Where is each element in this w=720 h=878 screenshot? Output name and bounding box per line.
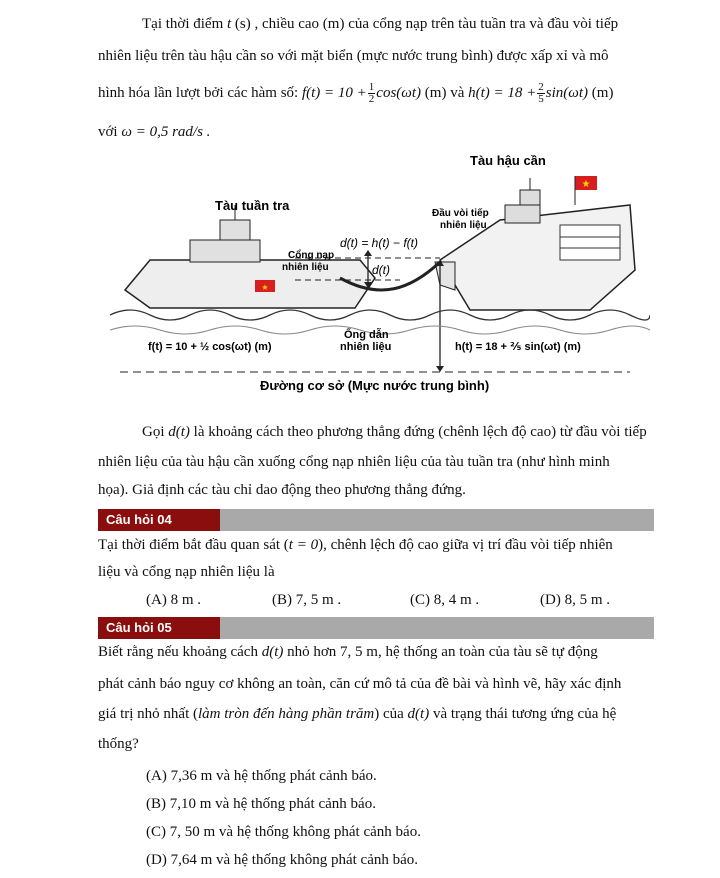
refueling-illustration bbox=[110, 150, 650, 400]
f-fraction bbox=[368, 82, 376, 105]
text: và trạng thái tương ứng của hệ bbox=[432, 706, 617, 722]
question-05-header bbox=[98, 617, 654, 639]
text: Tại thời điểm bbox=[142, 16, 224, 32]
question-05-label: Câu hỏi 05 bbox=[98, 617, 220, 639]
text: nhỏ hơn 7, 5 m, hệ thống an toàn của tàu sẽ tự động bbox=[287, 644, 598, 660]
intro-line-3 bbox=[98, 82, 658, 105]
label-nozzle-2: nhiên liệu bbox=[440, 220, 487, 231]
math-d: d(t) bbox=[407, 706, 430, 722]
para2-line-1 bbox=[98, 422, 658, 442]
svg-text:★: ★ bbox=[261, 283, 269, 292]
f-numerator: 1 bbox=[368, 81, 375, 93]
math-t0: t = 0 bbox=[288, 537, 319, 553]
label-logistics-ship: Tàu hậu cần bbox=[470, 153, 546, 168]
question-04-label: Câu hỏi 04 bbox=[98, 509, 220, 531]
label-d: d(t) bbox=[372, 263, 390, 277]
logistics-ship bbox=[435, 178, 635, 310]
text: là khoảng cách theo phương thẳng đứng (chênh lệch độ cao) từ đầu vòi tiếp bbox=[193, 424, 647, 440]
omega-value: ω = 0,5 rad/s . bbox=[121, 124, 211, 140]
q5-line-4: thống? bbox=[98, 736, 139, 752]
sea-waves bbox=[110, 310, 650, 320]
label-hose-1: Ống dẫn bbox=[344, 329, 389, 341]
text: Tại thời điểm bắt đầu quan sát ( bbox=[98, 537, 289, 553]
q4-line-2: liệu và cổng nạp nhiên liệu là bbox=[98, 564, 275, 580]
f-formula-rhs: cos(ωt) bbox=[376, 84, 422, 101]
text: (s) , chiều cao (m) của cổng nạp trên tàu tuần tra và đầu vòi tiếp bbox=[234, 16, 619, 32]
label-h-formula: h(t) = 18 + ⅖ sin(ωt) (m) bbox=[455, 341, 581, 353]
h-formula-lhs: h(t) = 18 + bbox=[468, 84, 537, 101]
math-t: t bbox=[227, 16, 232, 32]
math-d: d(t) bbox=[168, 424, 190, 440]
h-fraction bbox=[537, 82, 545, 105]
f-formula-lhs: f(t) = 10 + bbox=[301, 84, 367, 101]
question-04-header bbox=[98, 509, 654, 531]
text: Gọi bbox=[142, 424, 165, 440]
para2-line-2: nhiên liệu của tàu hậu cần xuống cổng nạp nhiên liệu của tàu tuần tra (như hình minh bbox=[98, 454, 610, 470]
q5-line-3 bbox=[98, 704, 658, 724]
text: giá trị nhỏ nhất ( bbox=[98, 706, 198, 722]
label-d-formula: d(t) = h(t) − f(t) bbox=[340, 236, 419, 250]
q5-option-b[interactable]: (B) 7,10 m và hệ thống phát cảnh báo. bbox=[146, 796, 376, 812]
text: ), chênh lệch độ cao giữa vị trí đầu vòi tiếp nhiên bbox=[318, 537, 613, 553]
patrol-ship bbox=[125, 205, 375, 308]
intro-line-2: nhiên liệu trên tàu hậu cần so với mặt biển (mực nước trung bình) được xấp xỉ và mô bbox=[98, 48, 609, 64]
q4-option-c[interactable]: (C) 8, 4 m . bbox=[410, 592, 480, 608]
svg-text:★: ★ bbox=[581, 179, 591, 190]
q5-line-2: phát cảnh báo nguy cơ không an toàn, căn cứ mô tả của đề bài và hình vẽ, hãy xác định bbox=[98, 676, 622, 692]
label-nozzle-1: Đầu vòi tiếp bbox=[432, 208, 489, 219]
f-denominator: 2 bbox=[368, 93, 375, 105]
q5-line-1 bbox=[98, 642, 658, 662]
label-baseline: Đường cơ sở (Mực nước trung bình) bbox=[260, 378, 490, 393]
text: và bbox=[450, 84, 465, 101]
h-unit: (m) bbox=[591, 84, 614, 101]
label-f-formula: f(t) = 10 + ½ cos(ωt) (m) bbox=[148, 341, 272, 353]
math-d: d(t) bbox=[261, 644, 284, 660]
label-intake-2: nhiên liệu bbox=[282, 262, 329, 273]
intro-line-1 bbox=[98, 14, 658, 34]
q4-option-b[interactable]: (B) 7, 5 m . bbox=[272, 592, 342, 608]
h-denominator: 5 bbox=[538, 93, 544, 105]
label-patrol-ship: Tàu tuần tra bbox=[215, 198, 290, 213]
q5-option-c[interactable]: (C) 7, 50 m và hệ thống không phát cảnh báo. bbox=[146, 824, 421, 840]
para2-line-3: họa). Giả định các tàu chỉ dao động theo phương thẳng đứng. bbox=[98, 482, 466, 498]
text: với bbox=[98, 124, 118, 140]
vietnam-flag-icon bbox=[575, 176, 597, 205]
q4-line-1 bbox=[98, 535, 658, 555]
h-formula-rhs: sin(ωt) bbox=[545, 84, 589, 101]
intro-line-4 bbox=[98, 122, 658, 142]
label-hose-2: nhiên liệu bbox=[340, 341, 392, 353]
text: Biết rằng nếu khoảng cách bbox=[98, 644, 258, 660]
f-unit: (m) bbox=[424, 84, 447, 101]
text: hình hóa lần lượt bởi các hàm số: bbox=[98, 84, 299, 101]
h-numerator: 2 bbox=[538, 81, 544, 93]
text: ) của bbox=[374, 706, 404, 722]
label-intake-1: Cổng nạp bbox=[288, 250, 335, 261]
q5-option-d[interactable]: (D) 7,64 m và hệ thống không phát cảnh báo. bbox=[146, 852, 419, 868]
q4-option-d[interactable]: (D) 8, 5 m . bbox=[540, 592, 610, 608]
q5-option-a[interactable]: (A) 7,36 m và hệ thống phát cảnh báo. bbox=[146, 768, 377, 784]
italic-note: làm tròn đến hàng phần trăm bbox=[197, 706, 375, 722]
q4-option-a[interactable]: (A) 8 m . bbox=[146, 592, 201, 608]
